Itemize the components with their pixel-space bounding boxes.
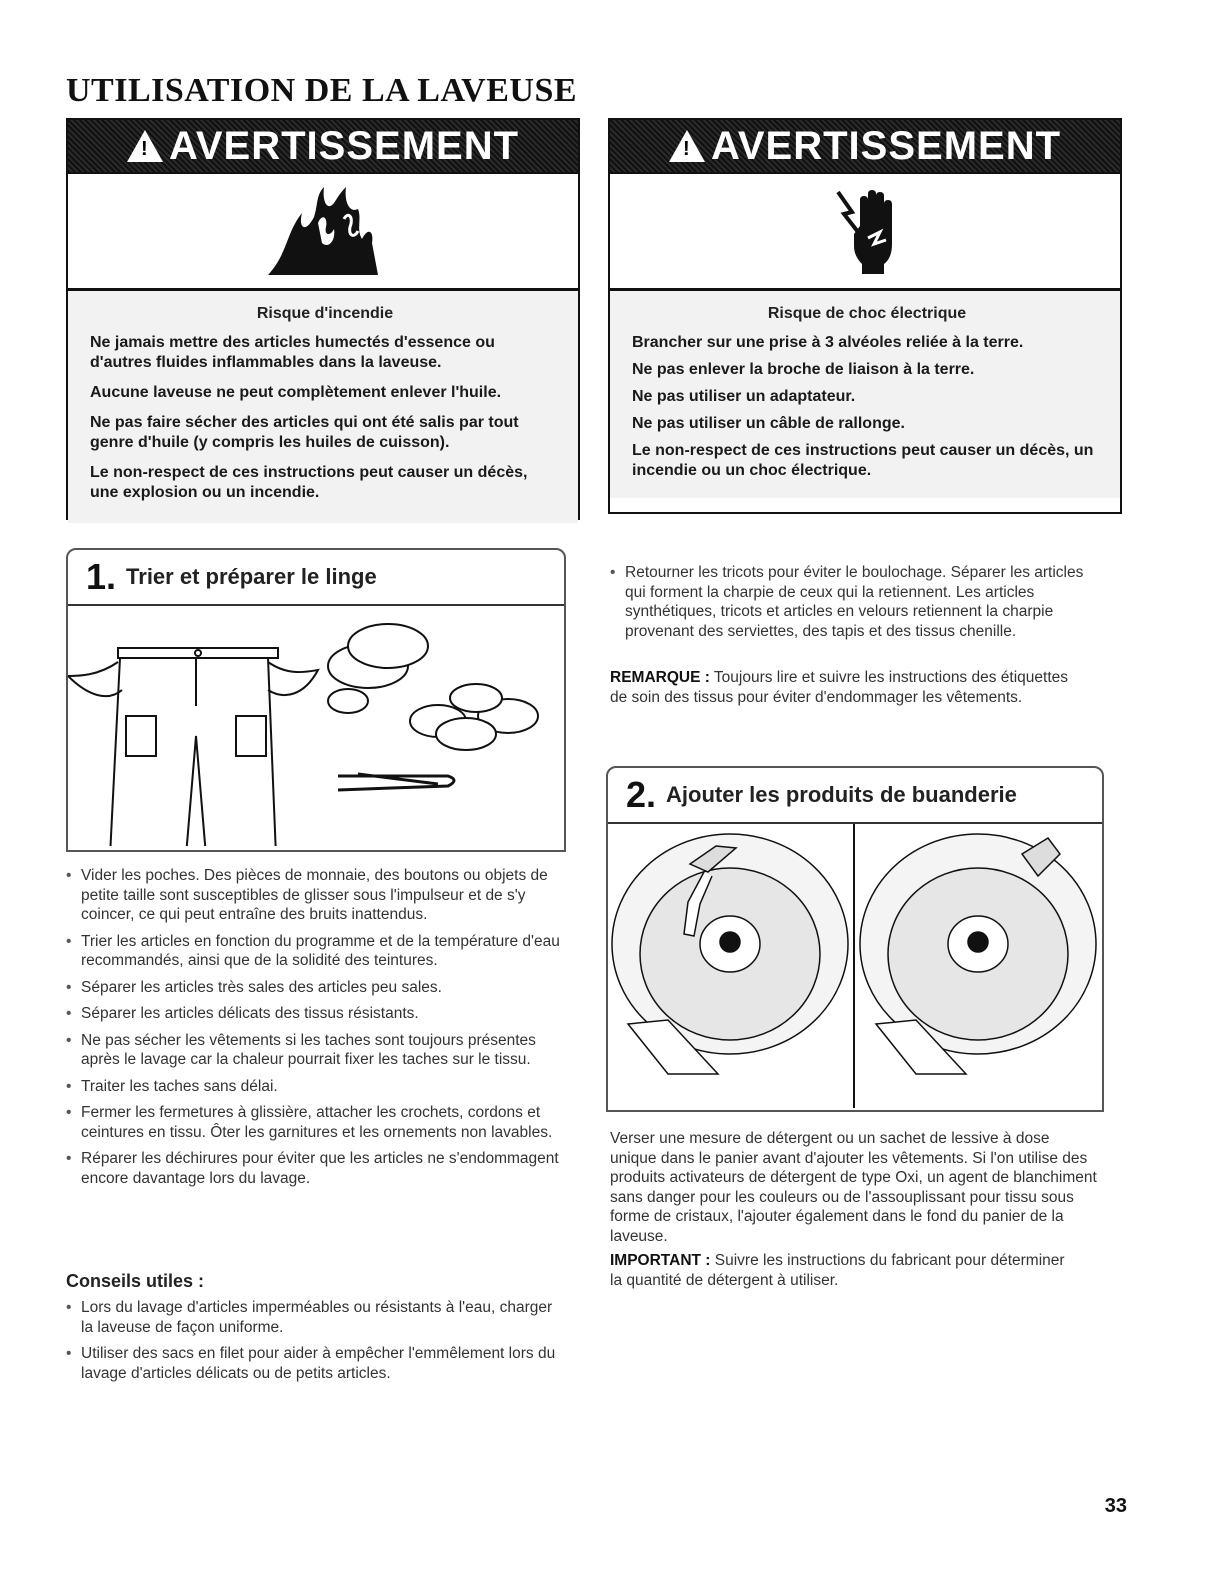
warning-subtitle: Risque d'incendie <box>256 305 394 322</box>
warning-title: AVERTISSEMENT <box>168 123 520 168</box>
list-item: • Séparer les articles très sales des articles peu sales. <box>66 978 566 998</box>
warning-line: Ne jamais mettre des articles humectés d'essence ou d'autres fluides inflammables dans la laveuse. <box>90 334 495 371</box>
washer-basket-illustration <box>608 824 1102 1108</box>
step1-bullets <box>66 866 566 1195</box>
important-label: IMPORTANT : <box>610 1252 711 1269</box>
warning-line: Brancher sur une prise à 3 alvéoles reliée à la terre. <box>632 334 1024 351</box>
warning-fire-box <box>66 118 580 520</box>
note-label: REMARQUE : <box>610 669 710 686</box>
step2-number: 2. <box>626 774 657 815</box>
fire-pictogram <box>68 174 578 291</box>
step1-header <box>68 550 564 606</box>
list-item: • Trier les articles en fonction du programme et de la température d'eau recommandés, ainsi que de la solidité des teintures. <box>66 932 566 971</box>
list-item: • Vider les poches. Des pièces de monnaie, des boutons ou objets de petite taille sont susceptibles de glisser sous l'impulseur et de s'y coincer, ce qui peut entraîne des bruits inattendus. <box>66 866 566 925</box>
list-item: • Ne pas sécher les vêtements si les taches sont toujours présentes après le lavage car la chaleur pourrait fixer les taches sur le tissu. <box>66 1031 566 1070</box>
warning-line: Le non-respect de ces instructions peut causer un décès, une explosion ou un incendie. <box>90 464 528 501</box>
warning-line: Ne pas utiliser un câble de rallonge. <box>632 415 905 432</box>
tips-heading: Conseils utiles : <box>66 1271 205 1291</box>
warning-subtitle: Risque de choc électrique <box>767 305 967 322</box>
warning-header <box>610 120 1120 174</box>
warning-body <box>610 291 1120 498</box>
electric-shock-hand-icon <box>830 186 900 276</box>
warning-triangle-icon: ! <box>669 130 705 162</box>
important-text: Suivre les instructions du fabricant pour déterminer la quantité de détergent à utiliser. <box>610 1252 1065 1289</box>
warning-line: Aucune laveuse ne peut complètement enlever l'huile. <box>90 384 502 401</box>
tips-list <box>66 1298 566 1390</box>
warning-triangle-icon: ! <box>127 130 163 162</box>
safety-pin-icon <box>338 774 454 790</box>
warning-line: Ne pas enlever la broche de liaison à la terre. <box>632 361 975 378</box>
note-paragraph <box>610 668 1080 707</box>
list-item: • Traiter les taches sans délai. <box>66 1077 566 1097</box>
list-item: • Lors du lavage d'articles imperméables ou résistants à l'eau, charger la laveuse de façon uniforme. <box>66 1298 566 1337</box>
list-item: • Réparer les déchirures pour éviter que les articles ne s'endommagent encore davantage lors du lavage. <box>66 1149 566 1188</box>
buttons-icon <box>410 684 538 750</box>
warning-shock-box <box>608 118 1122 514</box>
warning-header <box>68 120 578 174</box>
list-item: • Fermer les fermetures à glissière, attacher les crochets, cordons et ceintures en tissu. Ôter les garnitures et les ornements non lavables. <box>66 1103 566 1142</box>
pants-icon <box>68 648 318 846</box>
note-text: Toujours lire et suivre les instructions des étiquettes de soin des tissus pour éviter d'endommager les vêtements. <box>610 669 1069 706</box>
list-item: • Séparer les articles délicats des tissus résistants. <box>66 1004 566 1024</box>
page-number: 33 <box>1104 1495 1127 1517</box>
coins-icon <box>328 624 428 713</box>
shock-pictogram <box>610 174 1120 291</box>
list-item: • Utiliser des sacs en filet pour aider à empêcher l'emmêlement lors du lavage d'articles délicats ou de petits articles. <box>66 1344 566 1383</box>
step2-title: Ajouter les produits de buanderie <box>666 782 1017 807</box>
fire-icon <box>258 183 388 279</box>
step1-panel <box>66 548 566 852</box>
warning-title: AVERTISSEMENT <box>710 123 1062 168</box>
warning-line: Ne pas utiliser un adaptateur. <box>632 388 856 405</box>
washer-right-view <box>860 834 1096 1074</box>
step2-header <box>608 768 1102 824</box>
step2-paragraph: Verser une mesure de détergent ou un sachet de lessive à dose unique dans le panier avant d'ajouter les vêtements. Si l'on utilise des produits activateurs de détergent de type Oxi, un agent de blanchiment sans danger pour les couleurs ou de l'assouplissant pour tissu sous forme de cristaux, l'ajouter également dans le fond du panier de la laveuse. <box>610 1130 1097 1245</box>
warning-body <box>68 291 578 523</box>
washer-left-view <box>612 824 854 1108</box>
step1-title: Trier et préparer le linge <box>126 564 377 589</box>
clothes-coins-illustration <box>68 606 564 846</box>
step1-number: 1. <box>86 556 117 597</box>
important-paragraph <box>610 1251 1080 1290</box>
warning-line: Ne pas faire sécher des articles qui ont été salis par tout genre d'huile (y compris les huiles de cuisson). <box>90 414 519 451</box>
page-title: UTILISATION DE LA LAVEUSE <box>66 72 578 109</box>
right-column-bullets <box>610 563 1100 648</box>
list-item: • Retourner les tricots pour éviter le boulochage. Séparer les articles qui forment la charpie de ceux qui la retiennent. Les articles synthétiques, tricots et articles en velours retiennent la charpie provenant des serviettes, des tapis et des tissus chenille. <box>610 563 1100 641</box>
warning-line: Le non-respect de ces instructions peut causer un décès, un incendie ou un choc électrique. <box>632 442 1094 479</box>
step2-panel <box>606 766 1104 1112</box>
